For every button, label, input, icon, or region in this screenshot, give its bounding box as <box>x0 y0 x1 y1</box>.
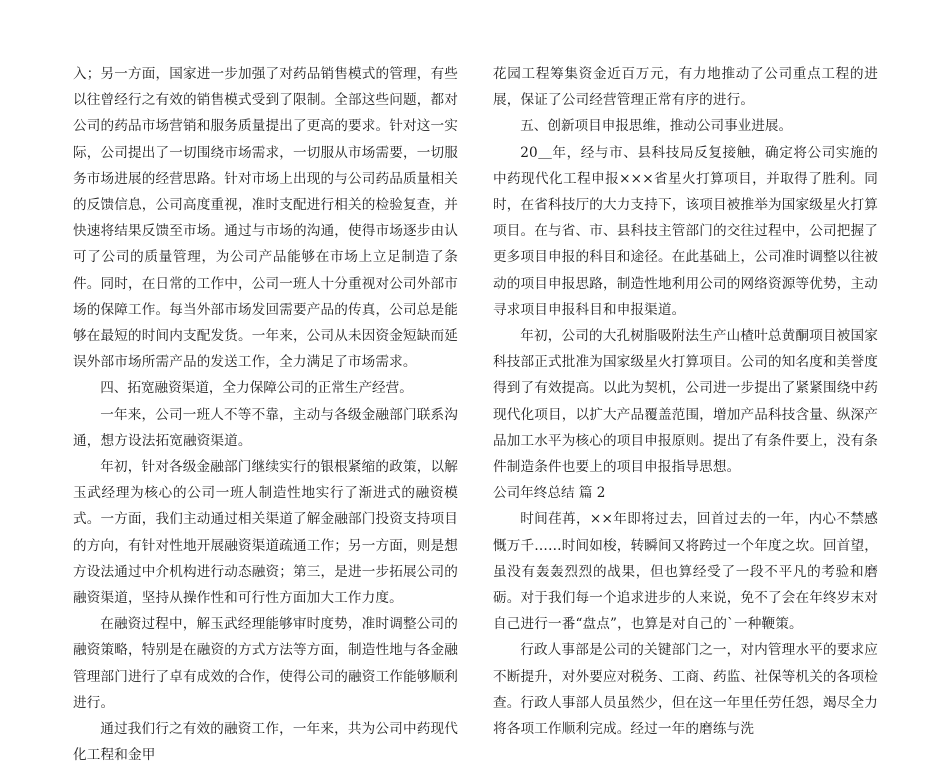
paragraph-spark-program: 年初，公司的大孔树脂吸附法生产山楂叶总黄酮项目被国家科技部正式批准为国家级星火打算项目。公司的知名度和美誉度得到了有效提高。以此为契机，公司进一步提出了紧紧围绕中药现代化项目，以扩大产品覆盖范围，增加产品科技含量、纵深产品加工水平为核心的项目申报原则。提出了有条件要上，没有条件制造条件也要上的项目申报指导思想。 <box>493 328 878 476</box>
paragraph-financing-intro: 一年来，公司一班人不等不靠，主动与各级金融部门联系沟通，想方设法拓宽融资渠道。 <box>73 406 458 449</box>
paragraph-project-application: 20＿年，经与市、县科技局反复接触，确定将公司实施的中药现代化工程申报×××省星火打算项目，并取得了胜利。同时，在省科技厅的大力支持下，该项目被推举为国家级星火打算项目。在与省、市、县科技主管部门的交往过程中，公司把握了更多项目申报的科目和途径。在此基础上，公司准时调整以往被动的项目申报思路，制造性地利用公司的网络资源等优势，主动寻求项目申报科目和申报渠道。 <box>493 144 878 318</box>
section-heading-financing: 四、拓宽融资渠道，全力保障公司的正常生产经营。 <box>100 380 413 397</box>
paragraph-financing-process: 在融资过程中，解玉武经理能够审时度势，准时调整公司的融资策略，特别是在融资的方式方法等方面，制造性地与各金融管理部门进行了卓有成效的合作，使得公司的融资工作能够顺利进行。 <box>73 616 458 711</box>
left-column <box>73 61 458 768</box>
paragraph-market-service: 入；另一方面，国家进一步加强了对药品销售模式的管理，有些以往曾经行之有效的销售模式受到了限制。全部这些问题，都对公司的药品市场营销和服务质量提出了更高的要求。针对这一实际，公司提出了一切围绕市场需求，一切服从市场需要，一切服务市场进展的经营思路。针对市场上出现的与公司药品质量相关的反馈信息，公司高度重视，准时支配进行相关的检验复查，并快速将结果反馈至市场。通过与市场的沟通，使得市场逐步由认可了公司的质量管理，为公司产品能够在市场上立足制造了条件。同时，在日常的工作中，公司一班人十分重视对公司外部市场的保障工作。每当外部市场发回需要产品的传真，公司总是能够在最短的时间内支配发货。一年来，公司从未因资金短缺而延误外部市场所需产品的发送工作，全力满足了市场需求。 <box>73 66 458 371</box>
section-title-summary-2: 公司年终总结 篇 2 <box>493 485 606 502</box>
paragraph-financing-result: 通过我们行之有效的融资工作，一年来，共为公司中药现代化工程和金甲 <box>73 721 458 764</box>
paragraph-admin-hr: 行政人事部是公司的关键部门之一，对内管理水平的要求应不断提升，对外要应对税务、工商、药监、社保等机关的各项检查。行政人事部人员虽然少，但在这一年里任劳任怨，竭尽全力将各项工作顺利完成。经过一年的磨练与洗 <box>493 642 878 738</box>
paragraph-year-review: 时间荏苒，××年即将过去，回首过去的一年，内心不禁感慨万千……时间如梭，转瞬间又将跨过一个年度之坎。回首望，虽没有轰轰烈烈的战果，但也算经受了一段不平凡的考验和磨砺。对于我们每一个追求进步的人来说，免不了会在年终岁末对自己进行一番“盘点”，也算是对自己的`一种鞭策。 <box>493 511 878 633</box>
paragraph-financing-model: 年初，针对各级金融部门继续实行的银根紧缩的政策，以解玉武经理为核心的公司一班人制造性地实行了渐进式的融资模式。一方面，我们主动通过相关渠道了解金融部门投资支持项目的方向，有针对性地开展融资渠道疏通工作；另一方面，则是想方设法通过中介机构进行动态融资；第三，是进一步拓展公司的融资渠道，坚持从操作性和可行性方面加大工作力度。 <box>73 459 458 607</box>
right-column <box>493 61 878 742</box>
section-heading-project-application: 五、创新项目申报思维，推动公司事业进展。 <box>520 118 793 135</box>
paragraph-financing-result-cont: 花园工程筹集资金近百万元，有力地推动了公司重点工程的进展，保证了公司经营管理正常有序的进行。 <box>493 66 878 109</box>
